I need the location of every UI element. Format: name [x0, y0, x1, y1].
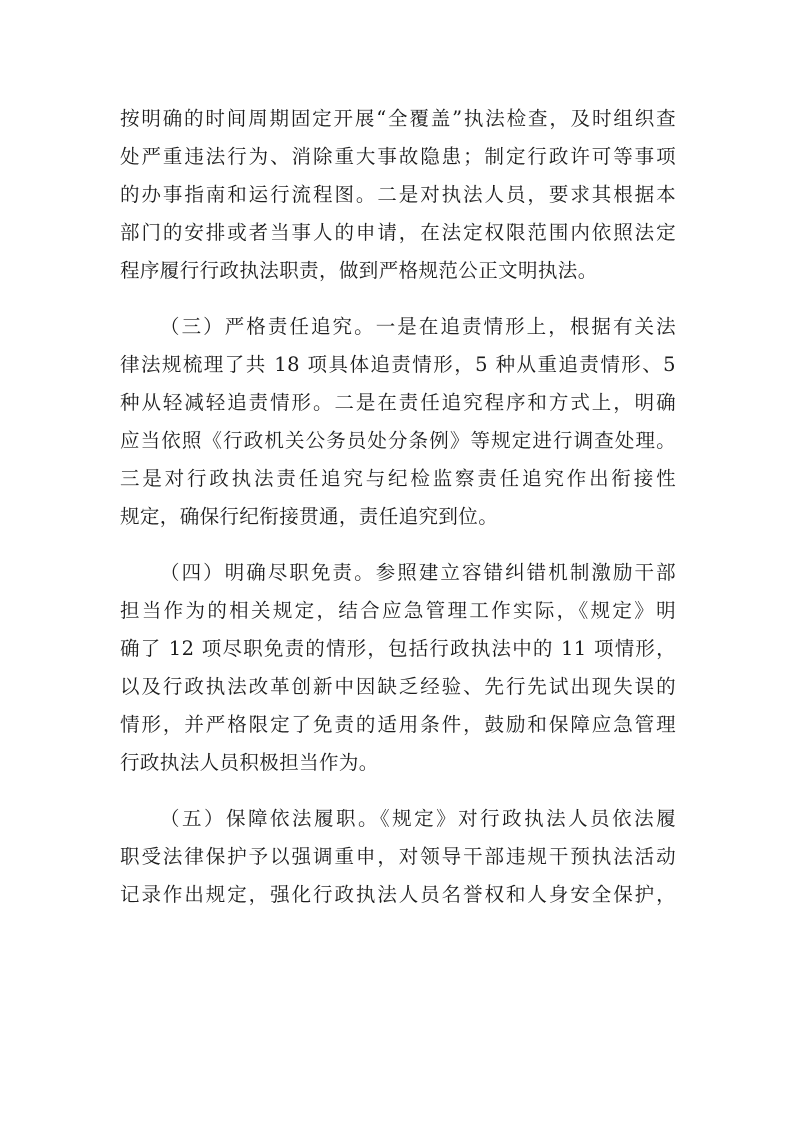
text-line: 的办事指南和运行流程图。二是对执法人员，要求其根据本: [120, 183, 676, 206]
text-line: 种从轻减轻追责情形。二是在责任追究程序和方式上，明确: [120, 391, 676, 414]
text-line: （五）保障依法履职。《规定》对行政执法人员依法履: [160, 807, 676, 830]
text-line: 记录作出规定，强化行政执法人员名誉权和人身安全保护，: [120, 883, 676, 906]
text-line: 规定，确保行纪衔接贯通，责任追究到位。: [120, 505, 499, 528]
text-line: 处严重违法行为、消除重大事故隐患；制定行政许可等事项: [120, 145, 676, 168]
document-body: [120, 100, 676, 932]
text-line: 按明确的时间周期固定开展“全覆盖”执法检查，及时组织查: [120, 107, 676, 130]
text-line: 三是对行政执法责任追究与纪检监察责任追究作出衔接性: [120, 467, 676, 490]
paragraph-strict-accountability: [120, 308, 676, 536]
text-line: 程序履行行政执法职责，做到严格规范公正文明执法。: [120, 259, 598, 282]
text-line: 职受法律保护予以强调重申，对领导干部违规干预执法活动: [120, 845, 676, 868]
text-line: 情形，并严格限定了免责的适用条件，鼓励和保障应急管理: [120, 713, 676, 736]
text-line: 行政执法人员积极担当作为。: [120, 751, 379, 774]
paragraph-lawful-duty-protection: [120, 800, 676, 914]
text-line: 以及行政执法改革创新中因缺乏经验、先行先试出现失误的: [120, 675, 676, 698]
text-line: 部门的安排或者当事人的申请，在法定权限范围内依照法定: [120, 221, 676, 244]
text-line: 担当作为的相关规定，结合应急管理工作实际，《规定》明: [120, 599, 676, 622]
text-line: （四）明确尽职免责。参照建立容错纠错机制激励干部: [160, 561, 676, 584]
paragraph: [120, 100, 676, 290]
text-line: 应当依照《行政机关公务员处分条例》等规定进行调查处理。: [120, 429, 676, 452]
text-line: 律法规梳理了共 18 项具体追责情形，5 种从重追责情形、5: [120, 353, 676, 376]
text-line: 确了 12 项尽职免责的情形，包括行政执法中的 11 项情形，: [120, 637, 676, 660]
paragraph-due-diligence-exemption: [120, 554, 676, 782]
text-line: （三）严格责任追究。一是在追责情形上，根据有关法: [160, 315, 676, 338]
